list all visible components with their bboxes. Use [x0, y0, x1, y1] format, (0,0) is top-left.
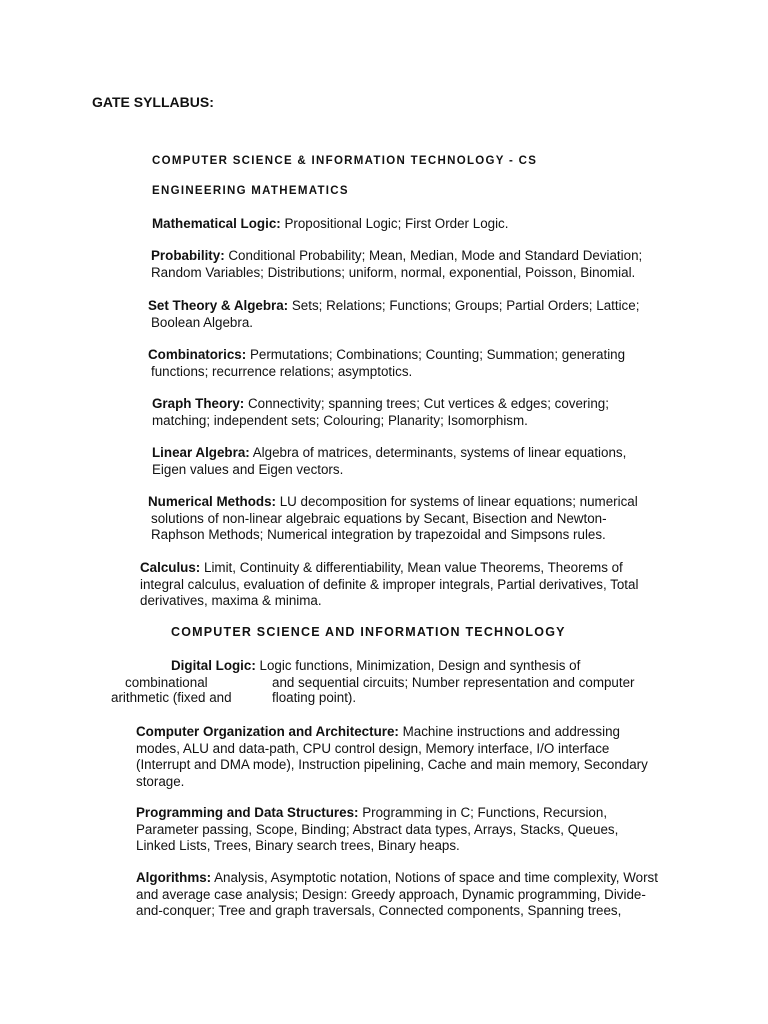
topic-title: Algorithms: [136, 870, 212, 885]
digital-logic-left-col-2: arithmetic (fixed and [111, 690, 232, 705]
topic-mathematical-logic [152, 216, 508, 233]
topic-text: Limit, Continuity & differentiability, Mean value Theorems, Theorems of [200, 560, 623, 575]
topic-text: Permutations; Combinations; Counting; Summation; generating [246, 347, 626, 362]
section-heading-engineering-mathematics: ENGINEERING MATHEMATICS [152, 185, 349, 197]
topic-title: Combinatorics: [148, 347, 247, 362]
section-heading-cs: COMPUTER SCIENCE & INFORMATION TECHNOLOGY - CS [152, 155, 538, 167]
digital-logic-right-col-1: and sequential circuits; Number representation and computer [272, 675, 635, 690]
topic-text: integral calculus, evaluation of definite & improper integrals, Partial derivatives, Total [140, 576, 639, 592]
topic-text: Logic functions, Minimization, Design and synthesis of [255, 658, 581, 673]
topic-title: Digital Logic: [171, 658, 256, 673]
topic-text: Linked Lists, Trees, Binary search trees, Binary heaps. [136, 838, 460, 853]
topic-title: Probability: [151, 248, 225, 263]
topic-calculus [140, 560, 638, 610]
topic-text: Eigen values and Eigen vectors. [152, 461, 344, 477]
topic-probability [151, 248, 642, 281]
topic-numerical-methods [148, 494, 638, 544]
topic-text: LU decomposition for systems of linear equations; numerical [275, 494, 638, 509]
digital-logic-left-col-1: combinational [125, 675, 208, 690]
topic-text: (Interrupt and DMA mode), Instruction pipelining, Cache and main memory, Secondary [136, 757, 648, 772]
topic-text: Machine instructions and addressing [398, 724, 620, 739]
topic-text: Sets; Relations; Functions; Groups; Partial Orders; Lattice; [288, 298, 640, 313]
topic-title: Graph Theory: [152, 396, 245, 411]
topic-computer-organization [136, 724, 648, 790]
topic-algorithms [136, 870, 658, 920]
topic-programming-data-structures [136, 805, 618, 855]
digital-logic-right-col-2: floating point). [272, 690, 357, 705]
topic-text: functions; recurrence relations; asymptotics. [151, 363, 413, 379]
topic-title: Programming and Data Structures: [136, 805, 359, 820]
topic-text: solutions of non-linear algebraic equations by Secant, Bisection and Newton- [151, 510, 607, 526]
topic-text: derivatives, maxima & minima. [140, 593, 322, 608]
topic-text: Raphson Methods; Numerical integration by trapezoidal and Simpsons rules. [151, 527, 606, 542]
topic-text: Analysis, Asymptotic notation, Notions of space and time complexity, Worst [211, 870, 658, 885]
topic-text: matching; independent sets; Colouring; Planarity; Isomorphism. [152, 412, 528, 428]
topic-title: Computer Organization and Architecture: [136, 724, 399, 739]
topic-text: Propositional Logic; First Order Logic. [280, 216, 509, 231]
topic-combinatorics [148, 347, 625, 380]
topic-title: Set Theory & Algebra: [148, 298, 289, 313]
topic-text: Random Variables; Distributions; uniform, normal, exponential, Poisson, Binomial. [151, 264, 636, 280]
topic-title: Numerical Methods: [148, 494, 276, 509]
topic-set-theory-algebra [148, 298, 639, 331]
topic-text: Algebra of matrices, determinants, systems of linear equations, [249, 445, 627, 460]
topic-text: Connectivity; spanning trees; Cut vertices & edges; covering; [244, 396, 609, 411]
topic-linear-algebra [152, 445, 626, 478]
topic-text: and average case analysis; Design: Greedy approach, Dynamic programming, Divide- [136, 886, 646, 902]
topic-graph-theory [152, 396, 609, 429]
topic-title: Calculus: [140, 560, 201, 575]
document-title: GATE SYLLABUS: [92, 94, 214, 110]
topic-title: Mathematical Logic: [152, 216, 281, 231]
topic-text: and-conquer; Tree and graph traversals, Connected components, Spanning trees, [136, 903, 622, 918]
topic-text: modes, ALU and data-path, CPU control design, Memory interface, I/O interface [136, 740, 610, 756]
topic-text: storage. [136, 773, 185, 789]
section-heading-cs-it: COMPUTER SCIENCE AND INFORMATION TECHNOLOGY [171, 625, 566, 639]
topic-text: Parameter passing, Scope, Binding; Abstract data types, Arrays, Stacks, Queues, [136, 821, 619, 837]
topic-text: Conditional Probability; Mean, Median, Mode and Standard Deviation; [224, 248, 643, 263]
topic-text: Boolean Algebra. [151, 314, 253, 330]
topic-text: Programming in C; Functions, Recursion, [358, 805, 608, 820]
topic-title: Linear Algebra: [152, 445, 250, 460]
topic-digital-logic [171, 658, 580, 675]
